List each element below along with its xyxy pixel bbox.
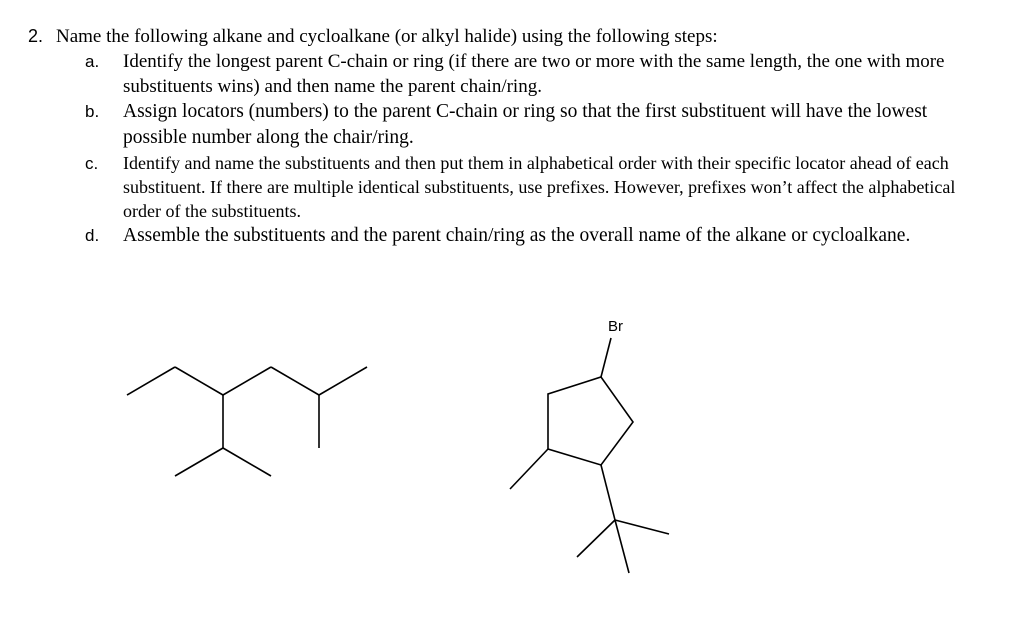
alkane-structure [127, 367, 367, 476]
step-marker: a. [85, 52, 100, 71]
bond [271, 367, 319, 395]
bromine-label: Br [608, 318, 623, 335]
bond [601, 338, 611, 377]
step-marker: d. [85, 226, 100, 245]
step-marker: c. [85, 154, 99, 173]
bond [615, 520, 629, 573]
bond [577, 520, 615, 557]
bond [601, 465, 615, 520]
cycloalkane-structure [510, 318, 669, 573]
question-number: 2. [28, 26, 44, 46]
step-text: Assign locators (numbers) to the parent C-chain or ring so that the first substituent will have the lowest possible number along the chair/ring. [123, 101, 928, 148]
bond [175, 367, 223, 395]
bond [175, 448, 223, 476]
bond [319, 367, 367, 395]
step-text: Identify and name the substituents and then put them in alphabetical order with their specific locator ahead of each substituent. If there are multiple identical substituents, use prefixes. However, prefixes won’t affect the alphabetical order of the substituents. [123, 153, 956, 221]
step-text: Assemble the substituents and the parent chain/ring as the overall name of the alkane or cycloalkane. [123, 225, 911, 246]
bond [510, 449, 548, 489]
question-prompt: Name the following alkane and cycloalkane (or alkyl halide) using the following steps: [56, 26, 718, 47]
step-marker: b. [85, 102, 100, 121]
step-text: Identify the longest parent C-chain or ring (if there are two or more with the same length, the one with more substituents wins) and then name the parent chain/ring. [123, 51, 945, 97]
bond [223, 367, 271, 395]
cyclopentane-ring [548, 377, 633, 465]
bond [127, 367, 175, 395]
bond [223, 448, 271, 476]
bond [615, 520, 669, 534]
